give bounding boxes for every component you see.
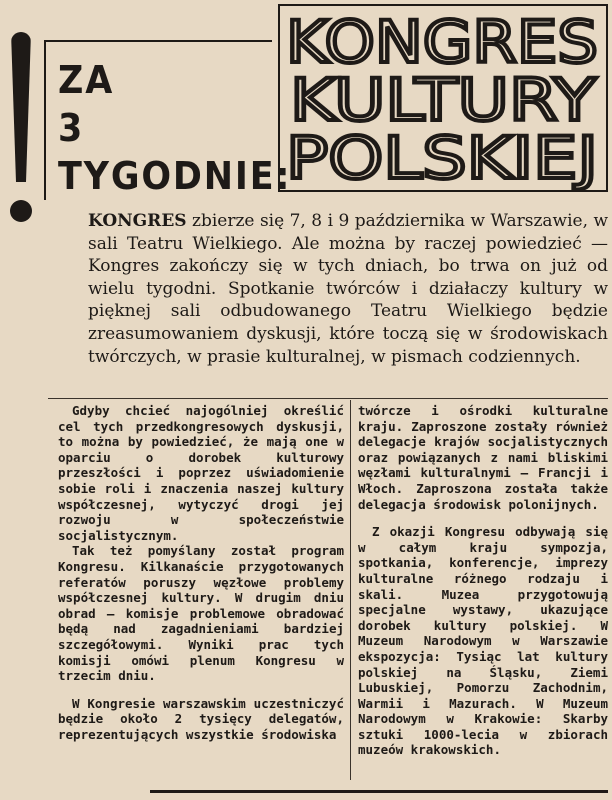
left-paragraph-1: Gdyby chcieć najogólniej określić cel tych przedkongresowych dyskusji, to można by powiedzieć, że mają one w oparciu o dorobek kulturowy przeszłości i poprzez uświadomienie sobie roli i znaczenia naszej kultury współczesnej, wytyczyć drogi jej rozwoju w społeczeństwie socjalistycznym.: [58, 403, 344, 543]
article-column-left: [58, 403, 344, 742]
lead-text: zbierze się 7, 8 i 9 października w Warszawie, w sali Teatru Wielkiego. Ale można by raczej powiedzieć — Kongres zakończy się w tych dniach, bo trwa on już od wielu tygodni. Spotkanie twórców i działaczy kultury w pięknej sali odbudowanego Teatru Wielkiego będzie zreasumowaniem dyskusji, które toczą się w środowiskach twórczych, w prasie kulturalnej, w pismach codziennych.: [88, 211, 608, 367]
logo-line-1: KONGRES: [286, 8, 598, 76]
congress-logo-art: [280, 6, 606, 190]
bottom-rule: [150, 790, 608, 793]
logo-line-2: KULTURY: [290, 66, 597, 134]
exclamation-dot: [10, 200, 32, 222]
headline-line-1: ZA: [58, 58, 115, 102]
right-paragraph-2: Z okazji Kongresu odbywają się w całym kraju sympozja, spotkania, konferencje, imprezy kulturalne różnego rodzaju i skali. Muzea przygotowują specjalne wystawy, ukazujące dorobek kultury polskiej. W Muzeum Narodowym w Warszawie ekspozycja: Tysiąc lat kultury polskiej na Śląsku, Ziemi Lubuskiej, Pomorzu Zachodnim, Warmii i Mazurach. W Muzeum Narodowym w Krakowie: Skarby sztuki 1000-lecia w zbiorach muzeów krakowskich.: [358, 524, 608, 758]
columns-top-rule: [48, 398, 608, 399]
exclamation-mark-graphic: [6, 32, 40, 232]
column-divider: [350, 400, 351, 780]
headline-line-3: TYGODNIE:: [58, 154, 292, 198]
headline: [58, 56, 291, 200]
congress-logo: [278, 4, 608, 192]
headline-line-2: 3: [58, 106, 85, 150]
lead-word: KONGRES: [88, 211, 187, 231]
left-paragraph-2: Tak też pomyślany został program Kongresu. Kilkanaście przygotowanych referatów poruszy węzłowe problemy współczesnej kultury. W drugim dniu obrad — komisje problemowe obradować będą nad zagadnieniami bardziej szczegółowymi. Wyniki prac tych komisji omówi plenum Kongresu w trzecim dniu.: [58, 543, 344, 684]
article-column-right: [358, 403, 608, 758]
lead-paragraph: [88, 210, 608, 368]
logo-line-3: POLSKIEJ: [286, 124, 598, 190]
right-paragraph-1: twórcze i ośrodki kulturalne kraju. Zaproszone zostały również delegacje krajów socjalistycznych oraz powiązanych z nami bliskimi węzłami kulturalnymi — Francji i Włoch. Zaproszona została także delegacja środowisk polonijnych.: [358, 403, 608, 512]
exclamation-bar: [11, 32, 31, 182]
left-paragraph-3: W Kongresie warszawskim uczestniczyć będzie około 2 tysięcy delegatów, reprezentujących wszystkie środowiska: [58, 695, 344, 742]
